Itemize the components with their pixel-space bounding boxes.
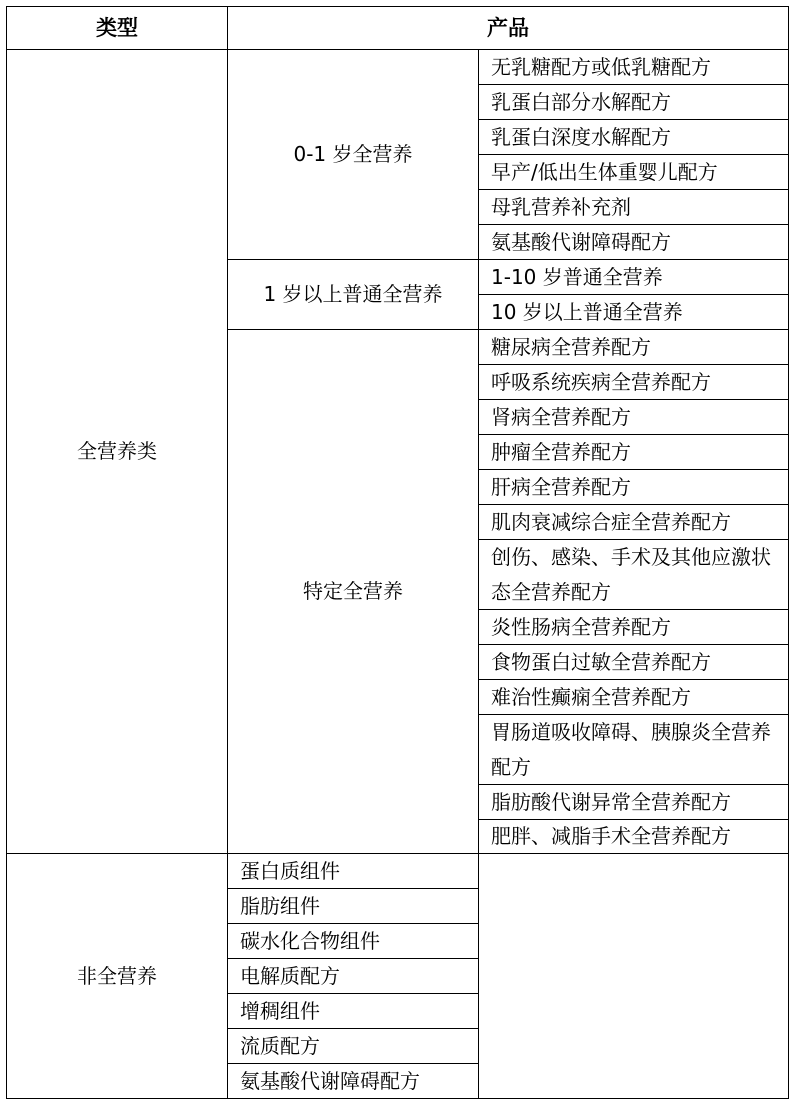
- product-item: 食物蛋白过敏全营养配方: [491, 649, 711, 674]
- header-type: 类型: [96, 15, 138, 40]
- product-item: 肌肉衰减综合症全营养配方: [491, 509, 731, 534]
- product-item: 母乳营养补充剂: [491, 194, 631, 219]
- product-item: 乳蛋白部分水解配方: [491, 89, 671, 114]
- product-item: 蛋白质组件: [240, 858, 340, 883]
- product-item: 肿瘤全营养配方: [491, 439, 631, 464]
- product-item: 肾病全营养配方: [491, 404, 631, 429]
- product-item: 早产/低出生体重婴儿配方: [491, 159, 718, 184]
- product-item: 氨基酸代谢障碍配方: [491, 229, 671, 254]
- product-item: 1-10 岁普通全营养: [491, 264, 663, 289]
- product-item: 糖尿病全营养配方: [491, 334, 651, 359]
- product-item: 氨基酸代谢障碍配方: [240, 1068, 420, 1093]
- header-product: 产品: [487, 15, 529, 40]
- category-full-nutrition: 全营养类: [77, 439, 157, 463]
- product-item: 电解质配方: [240, 963, 340, 988]
- product-item: 呼吸系统疾病全营养配方: [491, 369, 711, 394]
- product-item: 无乳糖配方或低乳糖配方: [491, 54, 711, 79]
- product-item: 创伤、感染、手术及其他应激状态全营养配方: [491, 545, 771, 604]
- group-0-1-years: 0-1 岁全营养: [293, 142, 413, 166]
- product-item: 增稠组件: [240, 998, 320, 1023]
- group-over-1-year: 1 岁以上普通全营养: [263, 282, 443, 306]
- product-item: 难治性癫痫全营养配方: [491, 684, 691, 709]
- product-item: 乳蛋白深度水解配方: [491, 124, 671, 149]
- product-item: 胃肠道吸收障碍、胰腺炎全营养配方: [491, 720, 771, 779]
- product-item: 肥胖、减脂手术全营养配方: [491, 824, 731, 848]
- category-non-full-nutrition: 非全营养: [77, 963, 157, 988]
- product-item: 流质配方: [240, 1033, 320, 1058]
- table-border-right: [788, 6, 789, 1099]
- group-specific: 特定全营养: [303, 579, 403, 603]
- product-item: 脂肪酸代谢异常全营养配方: [491, 789, 731, 814]
- product-item: 10 岁以上普通全营养: [491, 299, 683, 324]
- product-item: 炎性肠病全营养配方: [491, 614, 671, 639]
- product-item: 碳水化合物组件: [240, 928, 380, 953]
- product-item: 肝病全营养配方: [491, 474, 631, 499]
- product-item: 脂肪组件: [240, 893, 320, 918]
